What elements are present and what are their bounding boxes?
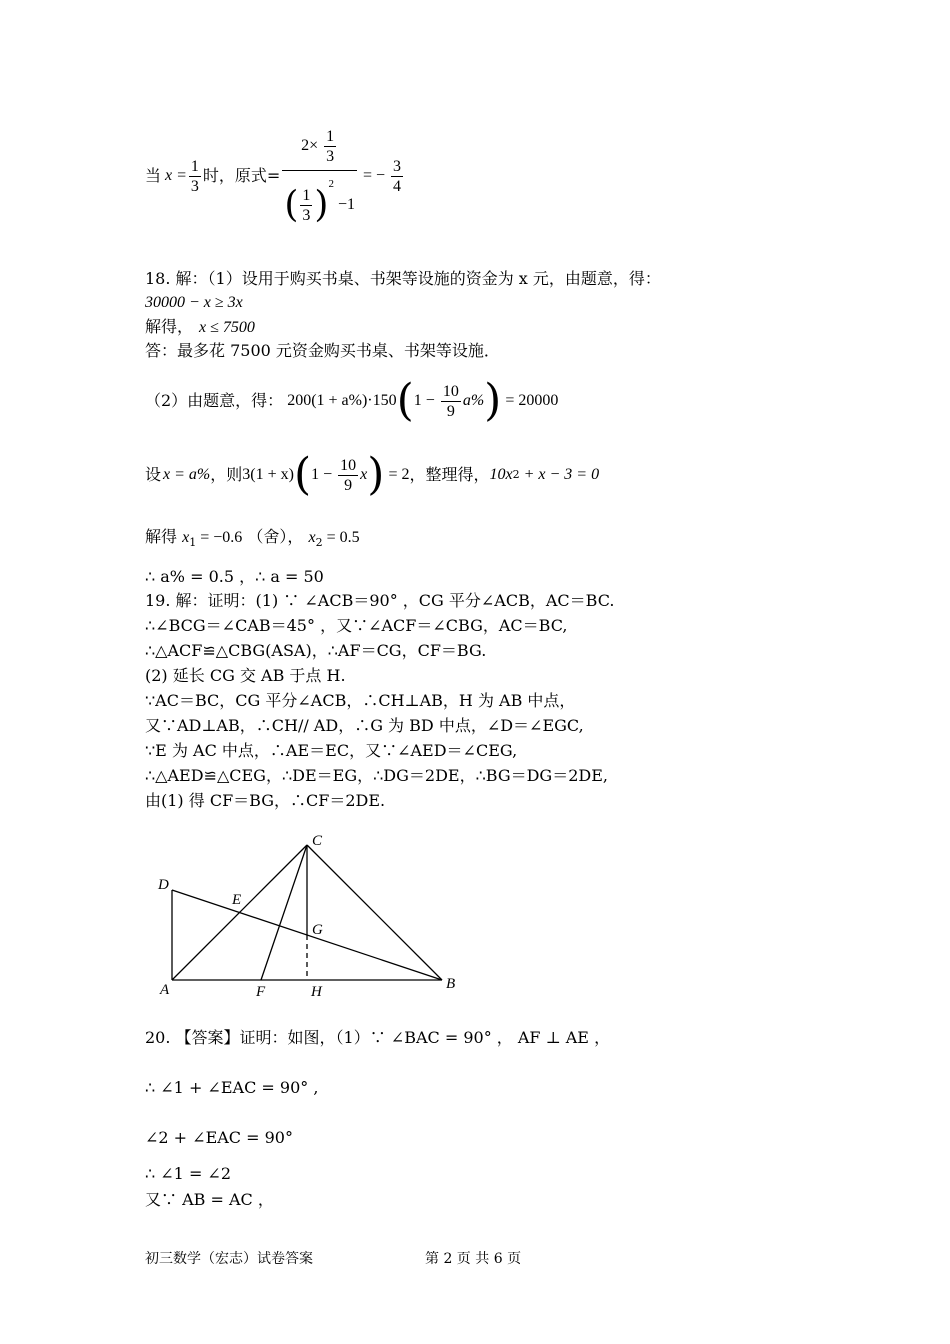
q19-line-5: ∵AC＝BC，CG 平分∠ACB，∴CH⊥AB，H 为 AB 中点， <box>145 691 576 710</box>
q20-line-1: 20. 【答案】证明：如图，（1）∵ ∠BAC = 90° ， AF ⊥ AE ， <box>145 1028 611 1047</box>
label-B: B <box>446 976 456 992</box>
fraction: $\frac{1}{3}$ <box>190 157 199 195</box>
label-C: C <box>312 833 323 849</box>
q19-line-2: ∴∠BCG＝∠CAB＝45° ，又∵∠ACF＝∠CBG，AC＝BC, <box>145 616 568 635</box>
substitution-line <box>145 128 405 224</box>
label-H: H <box>311 984 322 1000</box>
q18-line-5: （2）由题意，得： 200(1 + a%)·150 ( 1 − $\frac{10}{9}$ a% ) = 20000 <box>145 375 559 426</box>
math: x = <box>165 167 187 184</box>
q20-line-3: ∠2 + ∠EAC = 90° <box>145 1128 293 1147</box>
fraction: $\frac{3}{4}$ <box>393 157 402 195</box>
segment-CB <box>307 845 442 980</box>
geometry-figure <box>140 828 470 1003</box>
q20-line-5: 又∵ AB = AC ， <box>145 1190 274 1209</box>
q18-line-8: ∴ a% = 0.5 ，∴ a = 50 <box>145 567 324 586</box>
label-D: D <box>158 877 169 893</box>
page-number: 第 2 页 共 6 页 <box>425 1251 522 1267</box>
q19-line-6: 又∵AD⊥AB，∴CH// AD，∴G 为 BD 中点，∠D＝∠EGC, <box>145 716 584 735</box>
page-footer <box>145 1248 522 1268</box>
q18-line-4: 答：最多花 7500 元资金购买书桌、书架等设施． <box>145 341 500 360</box>
q20-line-2: ∴ ∠1 + ∠EAC = 90° , <box>145 1078 319 1097</box>
math: = − <box>358 167 390 184</box>
q18-line-6: 设 x = a% ，则 3(1 + x) ( 1 − $\frac{10}{9}$ x ) = 2 ，整理得， 10x 2 + x − 3 = 0 <box>145 449 600 500</box>
q19-line-9: 由(1) 得 CF＝BG，∴CF＝2DE. <box>145 791 386 810</box>
q19-line-7: ∵E 为 AC 中点，∴AE＝EC，又∵∠AED＝∠CEG, <box>145 741 518 760</box>
label-A: A <box>160 982 170 998</box>
q18-line-2: 30000 − x ≥ 3x <box>145 294 243 311</box>
label-F: F <box>256 984 266 1000</box>
q20-line-4: ∴ ∠1 = ∠2 <box>145 1164 232 1183</box>
compound-fraction: 2× $\frac{1}{3}$ ( $\frac{1}{3}$ )$^2$ −1 <box>284 128 355 226</box>
segment-CF <box>261 845 307 980</box>
q19-line-4: (2) 延长 CG 交 AB 于点 H. <box>145 666 346 685</box>
q19-line-1: 19. 解：证明：(1) ∵ ∠ACB＝90° ，CG 平分∠ACB，AC＝BC. <box>145 591 615 610</box>
q18-line-1: 18. 解：（1）设用于购买书桌、书架等设施的资金为 x 元，由题意，得： <box>145 269 661 288</box>
label-G: G <box>312 922 323 938</box>
text: 当 <box>145 166 162 185</box>
q18-line-3: 解得， x ≤ 7500 <box>145 317 255 336</box>
text: 时，原式= <box>202 166 281 185</box>
label-E: E <box>232 892 242 908</box>
q19-line-3: ∴△ACF≌△CBG(ASA)，∴AF＝CG，CF＝BG. <box>145 641 487 660</box>
footer-title: 初三数学（宏志）试卷答案 <box>145 1251 313 1267</box>
q18-line-7: 解得 $x_1 = -0.6$ （舍）， $x_2 = 0.5$ <box>145 527 360 549</box>
q19-line-8: ∴△AED≌△CEG，∴DE＝EG，∴DG＝2DE，∴BG＝DG＝2DE, <box>145 766 608 785</box>
